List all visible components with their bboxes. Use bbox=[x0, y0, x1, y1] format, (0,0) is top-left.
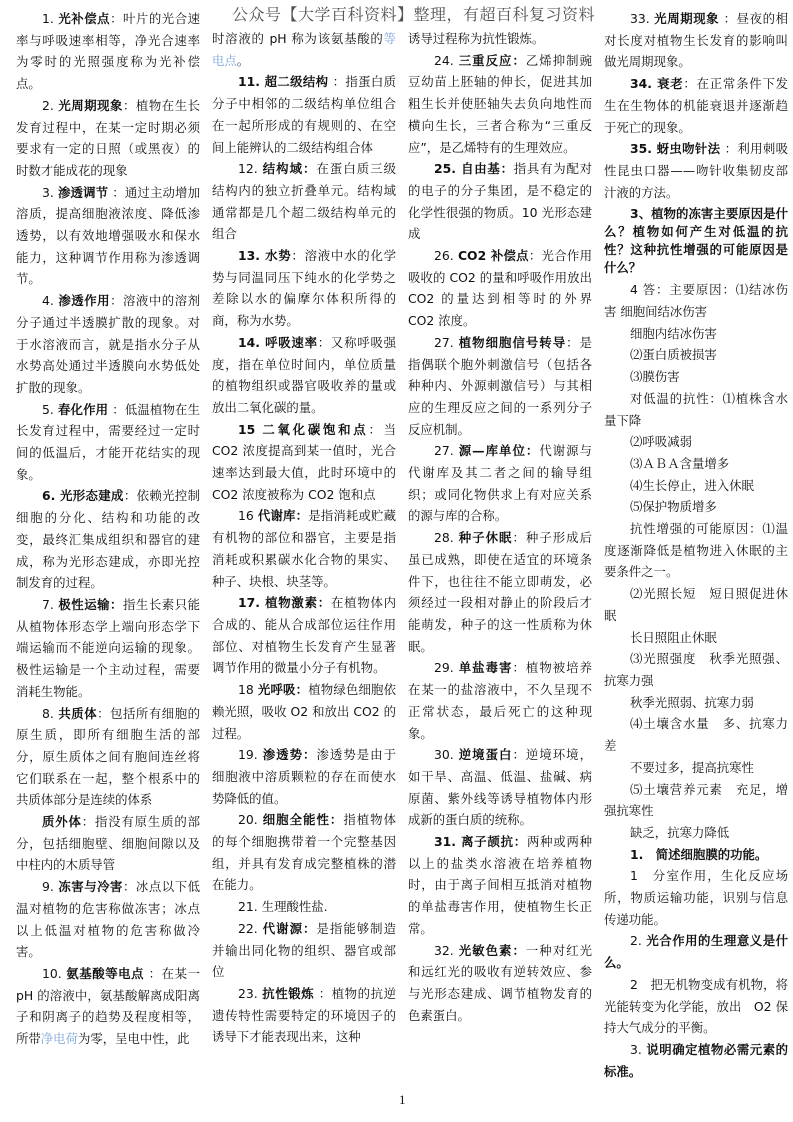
body-text: 抗性增强的可能原因：⑴温度逐渐降低是植物进入休眠的主要条件之一。 bbox=[604, 521, 788, 580]
body-text: 10. bbox=[42, 965, 67, 981]
term-bold: 11. 超二级结构 bbox=[238, 74, 329, 90]
body-text: 是指消耗或贮藏有机物的部位和器官，主要是指消耗或积累碳水化合物的果实、种子、块根、块茎等。 bbox=[212, 508, 397, 589]
body-text: 4. bbox=[42, 293, 59, 309]
body-text: 20. bbox=[238, 812, 263, 828]
definition-paragraph bbox=[604, 73, 788, 138]
body-text: 18 bbox=[238, 682, 258, 698]
body-text: ⑵蛋白质被损害 bbox=[630, 347, 717, 363]
text-column-1 bbox=[16, 8, 200, 1050]
term-bold: 植物细胞信号转导 bbox=[458, 334, 567, 350]
body-text: 9. bbox=[42, 879, 59, 895]
definition-paragraph bbox=[408, 245, 592, 332]
term-bold: 单盐毒害 bbox=[458, 660, 513, 676]
definition-paragraph bbox=[604, 431, 788, 453]
body-text: 2. bbox=[42, 97, 59, 113]
body-text: ：通过主动增加溶质，提高细胞液浓度、降低渗透势，以有效地增强吸水和保水能力，这种调节作用称为渗透调节。 bbox=[16, 184, 200, 287]
definition-paragraph bbox=[16, 8, 200, 95]
definition-paragraph bbox=[604, 366, 788, 388]
body-text: 29. bbox=[434, 660, 459, 676]
term-bold: 6. 光形态建成 bbox=[42, 488, 124, 504]
body-text: 两种或两种以上的盐类水溶液在培养植物时，由于离子间相互抵消对植物的单盐毒害作用，使植物生长正常。 bbox=[408, 834, 593, 936]
definition-paragraph bbox=[16, 290, 200, 399]
definition-paragraph bbox=[604, 453, 788, 475]
term-bold: 31. 离子颉抗： bbox=[434, 834, 527, 850]
body-text: 33. bbox=[630, 11, 655, 26]
term-bold: 春化作用 bbox=[57, 401, 109, 417]
definition-paragraph bbox=[212, 28, 396, 71]
term-bold: 逆境蛋白 bbox=[458, 747, 513, 763]
definition-paragraph bbox=[212, 592, 396, 679]
body-text: 16 bbox=[238, 508, 258, 524]
body-text: 21. 生理酸性盐. bbox=[238, 899, 328, 915]
body-text: 长日照阻止休眠 bbox=[630, 629, 717, 645]
body-text: ：又称呼吸强度，指在单位时间内，单位质量的植物组织或器官吸收养的量或放出二氧化碳的量。 bbox=[212, 334, 397, 415]
definition-paragraph bbox=[16, 399, 200, 486]
body-text: ：逆境环境，如干旱、高温、低温、盐碱、病原菌、紫外线等诱导植物体内形成新的蛋白质的统称。 bbox=[408, 747, 592, 828]
body-text: 秋季光照弱、抗寒力弱 bbox=[630, 694, 754, 710]
body-text: ：在正常条件下发生在生物体的机能衰退并逐渐趋于死亡的现象。 bbox=[604, 76, 789, 135]
definition-paragraph bbox=[408, 657, 592, 744]
body-text: 3. bbox=[630, 1041, 647, 1057]
body-text: ⑷土壤含水量 多、抗寒力差 bbox=[604, 716, 788, 754]
term-bold: 种子休眠 bbox=[458, 530, 513, 546]
text-column-2 bbox=[212, 28, 396, 1048]
term-bold: 15 二氧化碳饱和点 bbox=[238, 421, 369, 437]
term-bold: 光敏色素： bbox=[458, 942, 526, 958]
body-text: ⑶ＡＢＡ含量增多 bbox=[630, 455, 730, 471]
definition-paragraph bbox=[604, 496, 788, 518]
definition-paragraph bbox=[212, 744, 396, 809]
term-bold: CO2 补偿点 bbox=[457, 248, 529, 264]
definition-paragraph bbox=[604, 844, 788, 866]
definition-paragraph bbox=[604, 692, 788, 714]
definition-paragraph bbox=[16, 876, 200, 963]
definition-paragraph bbox=[604, 518, 788, 583]
term-bold: 35. 蚜虫吻针法 bbox=[630, 141, 721, 157]
body-text: ：是指偶联个胞外刺激信号（包括各种种内、外源刺激信号）与其相应的生理反应之间的一系列分子反应机制。 bbox=[408, 334, 592, 437]
definition-paragraph bbox=[604, 1039, 788, 1082]
body-text: 28. bbox=[434, 530, 459, 546]
definition-paragraph bbox=[604, 930, 788, 973]
body-text: 1 分室作用，生化反应场所，物质运输功能，识别与信息传递功能。 bbox=[604, 868, 788, 927]
body-text: 一种对红光和远红光的吸收有逆转效应、参与光形态建成、调节植物发育的色素蛋白。 bbox=[408, 942, 592, 1023]
body-text: 12. bbox=[238, 161, 263, 177]
definition-paragraph bbox=[604, 627, 788, 649]
definition-paragraph bbox=[212, 71, 396, 158]
definition-paragraph bbox=[604, 279, 788, 322]
definition-paragraph bbox=[604, 475, 788, 497]
definition-paragraph bbox=[212, 809, 396, 896]
definition-paragraph bbox=[604, 583, 788, 626]
body-text: ：植物被培养在某一的盐溶液中，不久呈现不正常状态，最后死亡的这种现象。 bbox=[408, 660, 592, 741]
term-bold: 说明确定植物必需元素的标准。 bbox=[604, 1041, 789, 1079]
term-bold: 25. 自由基： bbox=[434, 161, 514, 177]
body-text: ：包括所有细胞的原生质，即所有细胞生活的部分，原生质体之间有胞间连丝将它们联系在一起，整个根系中的共质体部分是连续的体系 bbox=[16, 705, 201, 808]
term-bold: 光补偿点 bbox=[58, 11, 111, 26]
body-text: 。 bbox=[236, 52, 250, 68]
definition-paragraph bbox=[212, 158, 396, 245]
definition-paragraph bbox=[212, 983, 396, 1048]
body-text: 代谢源与代谢库及其二者之间的输导组织；或同化物供求上有对应关系的源与库的合称。 bbox=[408, 443, 592, 524]
body-text: ⑵呼吸减弱 bbox=[630, 434, 692, 450]
body-text: ：当 CO2 浓度提高到某一值时，光合速率达到最大值，此时环境中的 CO2 浓度被称为 CO2 饱和点 bbox=[212, 421, 396, 502]
definition-paragraph bbox=[604, 388, 788, 431]
body-text: ：指没有原生质的部分，包括细胞壁、细胞间隙以及中柱内的木质导管 bbox=[16, 814, 200, 873]
body-text: 22. bbox=[238, 920, 263, 936]
body-text: 诱导过程称为抗性锻炼。 bbox=[408, 31, 545, 46]
body-text: ⑶膜伤害 bbox=[630, 369, 680, 385]
term-bold: 光周期现象 bbox=[654, 11, 720, 26]
body-text: 植物绿色细胞依赖光照，吸收 O2 和放出 CO2 的过程。 bbox=[212, 682, 397, 741]
definition-paragraph bbox=[16, 485, 200, 594]
definition-paragraph bbox=[604, 822, 788, 844]
definition-paragraph bbox=[408, 28, 592, 50]
body-text: ⑸土壤营养元素 充足，增强抗寒性 bbox=[604, 781, 788, 819]
body-text: 指生长素只能从植物体形态学上端向形态学下端运输而不能逆向运输的现象。极性运输是一个主动过程，需要消耗生物能。 bbox=[16, 596, 201, 699]
highlighted-term: 净电荷 bbox=[40, 1031, 78, 1047]
term-bold: 三重反应： bbox=[458, 52, 526, 68]
body-text: 30. bbox=[434, 747, 459, 763]
body-text: 乙烯抑制豌豆幼苗上胚轴的伸长，促进其加粗生长并使胚轴失去负向地性而横向生长，三者合称为“三重反应”，是乙烯特有的生理效应。 bbox=[408, 52, 592, 155]
body-text: 在植物体内合成的、能从合成部位运往作用部位、对植物生长发育产生显著调节作用的微量小分子有机物。 bbox=[212, 595, 397, 676]
body-text: 对低温的抗性：⑴植株含水量下降 bbox=[604, 390, 788, 428]
term-bold: 渗透调节 bbox=[57, 184, 109, 200]
body-text: 24. bbox=[434, 52, 459, 68]
body-text: 不要过多，提高抗寒性 bbox=[630, 759, 754, 775]
body-text: ⑶光照强度 秋季光照强、抗寒力强 bbox=[604, 651, 788, 688]
term-bold: 光呼吸： bbox=[257, 682, 309, 698]
body-text: 4 答：主要原因：⑴结冰伤害 细胞间结冰伤害 bbox=[604, 282, 788, 320]
definition-paragraph bbox=[604, 974, 788, 1039]
body-text: ：冰点以下低温对植物的危害称做冻害；冰点以上低温对植物的危害称做冷害。 bbox=[16, 879, 201, 960]
definition-paragraph bbox=[212, 245, 396, 332]
body-text: 1. bbox=[42, 11, 59, 26]
body-text: 缺乏，抗寒力降低 bbox=[630, 824, 730, 840]
body-text: ：在某一pH 的溶液中，氨基酸解离成阳离子和阴离子的趋势及程度相等，所带 bbox=[16, 965, 200, 1047]
term-bold: 氨基酸等电点 bbox=[66, 965, 145, 981]
definition-paragraph bbox=[408, 50, 592, 159]
definition-paragraph bbox=[212, 679, 396, 744]
question-heading bbox=[604, 205, 788, 277]
definition-paragraph bbox=[604, 865, 788, 930]
body-text: 26. bbox=[434, 248, 458, 264]
definition-paragraph bbox=[16, 963, 200, 1050]
body-text: ：植物在生长发育过程中，在某一定时期必须要求有一定的日照（或黑夜）的时数才能成花的现象 bbox=[16, 97, 201, 178]
body-text: 27. bbox=[434, 443, 459, 459]
body-text: ⑸保护物质增多 bbox=[630, 499, 717, 515]
definition-paragraph bbox=[408, 940, 592, 1027]
definition-paragraph bbox=[604, 323, 788, 345]
term-bold: 17. 植物激素： bbox=[238, 595, 331, 611]
page-number: 1 bbox=[399, 1092, 406, 1107]
definition-paragraph bbox=[604, 779, 788, 822]
body-text: ：叶片的光合速率与呼吸速率相等，净光合速率为零时的光照强度称为光补偿点。 bbox=[16, 11, 201, 92]
body-text: 23. bbox=[238, 985, 263, 1001]
term-bold: 渗透势： bbox=[262, 747, 317, 763]
body-text: ⑵光照长短 短日照促进休眠 bbox=[604, 586, 788, 623]
body-text: 5. bbox=[42, 401, 58, 417]
definition-paragraph bbox=[408, 158, 592, 245]
body-text: 指具有为配对的电子的分子集团，是不稳定的化学性很强的物质。10 光形态建成 bbox=[408, 161, 593, 242]
definition-paragraph bbox=[408, 744, 592, 831]
body-text: 时溶液的 pH 称为该氨基酸的 bbox=[212, 31, 384, 46]
text-column-4 bbox=[604, 8, 788, 1082]
definition-paragraph bbox=[604, 8, 788, 73]
body-text: ：依赖光控制细胞的分化、结构和功能的改变，最终汇集成组织和器官的建成，称为光形态建成，亦即光控制发育的过程。 bbox=[16, 488, 200, 591]
body-text: 是指能够制造并输出同化物的组织、器官或部位 bbox=[212, 920, 396, 980]
definition-paragraph bbox=[604, 713, 788, 756]
term-bold: 14. 呼吸速率 bbox=[238, 334, 318, 350]
body-text: ：溶液中的溶剂分子通过半透膜扩散的现象。对于水溶液而言，就是指水分子从水势高处通过半透膜向水势低处扩散的现象。 bbox=[16, 293, 201, 395]
definition-paragraph bbox=[212, 505, 396, 592]
body-text: 2. bbox=[630, 933, 647, 949]
body-text: ：植物的抗逆遗传特性需要特定的环境因子的诱导下才能表现出来，这种 bbox=[212, 985, 396, 1045]
term-bold: 结构域： bbox=[262, 161, 317, 177]
definition-paragraph bbox=[408, 831, 592, 940]
body-text: 32. bbox=[434, 942, 459, 958]
term-bold: 13. 水势 bbox=[238, 248, 292, 264]
term-bold: 光合作用的生理意义是什么。 bbox=[604, 933, 789, 971]
term-bold: 源—库单位： bbox=[458, 443, 540, 459]
definition-paragraph bbox=[16, 811, 200, 876]
term-bold: 光周期现象 bbox=[58, 97, 123, 113]
term-bold: 34. 衰老 bbox=[630, 76, 684, 92]
definition-paragraph bbox=[604, 757, 788, 779]
body-text: 27. bbox=[434, 334, 459, 350]
definition-paragraph bbox=[604, 344, 788, 366]
definition-paragraph bbox=[408, 332, 592, 441]
term-bold: 3、植物的冻害主要原因是什么？植物如何产生对低温的抗性？这种抗性增强的可能原因是什么？ bbox=[604, 206, 788, 276]
body-text: 3. bbox=[42, 184, 58, 200]
term-bold: 细胞全能性： bbox=[262, 812, 344, 828]
term-bold: 抗性锻炼 bbox=[262, 985, 315, 1001]
term-bold: 冻害与冷害 bbox=[58, 879, 123, 895]
body-text: 19. bbox=[238, 747, 263, 763]
body-text: 渗透势是由于细胞液中溶质颗粒的存在而使水势降低的值。 bbox=[212, 747, 396, 806]
body-text: 7. bbox=[42, 596, 59, 612]
definition-paragraph bbox=[16, 95, 200, 182]
term-bold: 共质体 bbox=[58, 705, 98, 721]
definition-paragraph bbox=[16, 594, 200, 703]
definition-paragraph bbox=[408, 440, 592, 527]
highlighted-term: 等电点 bbox=[212, 31, 396, 68]
term-bold: 渗透作用 bbox=[58, 293, 111, 309]
definition-paragraph bbox=[604, 648, 788, 691]
term-bold: 代谢源： bbox=[262, 920, 317, 936]
definition-paragraph bbox=[212, 419, 396, 506]
body-text: ：低温植物在生长发育过程中，需要经过一定时间的低温后，才能开花结实的现象。 bbox=[16, 401, 200, 482]
body-text: ：指蛋白质分子中相邻的二级结构单位组合在一起所形成的有规则的、在空间上能辨认的二级结构组合体 bbox=[212, 74, 396, 155]
definition-paragraph bbox=[604, 138, 788, 203]
definition-paragraph bbox=[16, 182, 200, 291]
body-text: 8. bbox=[42, 705, 59, 721]
body-text: 2 把无机物变成有机物，将光能转变为化学能，放出 O2 保持大气成分的平衡。 bbox=[604, 976, 788, 1036]
body-text: 细胞内结冰伤害 bbox=[630, 325, 717, 341]
watermark-header: 公众号【大学百科资料】整理，有超百科复习资料 bbox=[232, 5, 596, 24]
body-text: ：种子形成后虽已成熟，即使在适宜的环境条件下，也往往不能立即萌发，必须经过一段相对静止的阶段后才能萌发，种子的这一性质称为休眠。 bbox=[408, 530, 592, 654]
term-bold: 极性运输： bbox=[58, 596, 123, 612]
body-text: 在蛋白质三级结构内的独立折叠单元。结构域通常都是几个超二级结构单元的组合 bbox=[212, 161, 396, 242]
body-text: 指植物体的每个细胞携带着一个完整基因组，并具有发育成完整植株的潜 在能力。 bbox=[212, 812, 396, 893]
body-text: ：利用刺吸性昆虫口器——吻针收集韧皮部汁液的方法。 bbox=[604, 141, 788, 200]
definition-paragraph bbox=[212, 896, 396, 918]
term-bold: 1. 简述细胞膜的功能。 bbox=[630, 846, 768, 862]
body-text: ：溶液中水的化学势与同温同压下纯水的化学势之差除以水的偏摩尔体积所得的商，称为水势。 bbox=[212, 248, 397, 329]
body-text: ⑷生长停止，进入休眠 bbox=[630, 477, 754, 493]
term-bold: 代谢库： bbox=[257, 508, 309, 524]
body-text: ：光合作用吸收的 CO2 的量和呼吸作用放出 CO2 的量达到相等时的外界 CO2 浓度。 bbox=[408, 248, 592, 329]
definition-paragraph bbox=[408, 527, 592, 657]
definition-paragraph bbox=[16, 703, 200, 812]
term-bold: 质外体 bbox=[42, 814, 82, 830]
body-text: ：昼夜的相对长度对植物生长发育的影响叫做光周期现象。 bbox=[604, 11, 788, 70]
text-column-3 bbox=[408, 28, 592, 1026]
body-text: 为零，呈电中性，此 bbox=[77, 1031, 190, 1047]
definition-paragraph bbox=[212, 332, 396, 419]
definition-paragraph bbox=[212, 918, 396, 983]
